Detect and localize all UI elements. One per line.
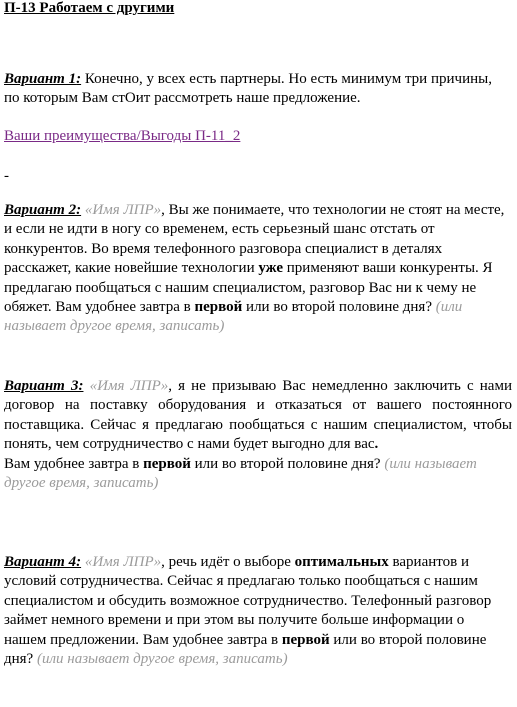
variant-4-paragraph xyxy=(4,553,509,669)
variant-4-name: «Имя ЛПР» xyxy=(81,554,162,570)
variant-3-text-2: Вам удобнее завтра в xyxy=(4,455,144,472)
variant-3-paragraph xyxy=(4,377,512,493)
variant-4-text-3: или во второй половине дня? xyxy=(4,631,487,668)
variant-4-text-2: вариантов и условий сотрудничества. Сейчас я предлагаю только пообщаться с нашим специалистом и обсудить возможное сотрудничество. Телефонный разговор займет немного времени и при этом вы получите больше информации о нашем предложении. Вам удобнее завтра в xyxy=(4,554,492,648)
variant-4-bold-1: оптимальных xyxy=(294,554,389,570)
variant-2-bold-2: первой xyxy=(194,299,243,316)
variant-2-text-2: применяют ваши конкуренты. Я предлагаю пообщаться с нашим специалистом, разговор Вас ни к чему не обяжет. Вам удобнее завтра в xyxy=(4,260,493,316)
benefits-link[interactable]: Ваши преимущества/Выгоды П-11_2 xyxy=(4,128,241,144)
variant-1-text: Конечно, у всех есть партнеры. Но есть минимум три причины, по которым Вам стОит рассмотреть наше предложение. xyxy=(4,71,492,107)
variant-4-text-1: , речь идёт о выборе xyxy=(161,554,295,570)
variant-1-colon: : xyxy=(76,71,82,87)
variant-2-note: (или называет другое время, записать) xyxy=(4,299,463,335)
variant-4-label: Вариант 4: xyxy=(4,554,82,570)
page-title: П-13 Работаем с другими xyxy=(4,0,175,16)
variant-2-text-3: или во второй половине дня? xyxy=(242,299,432,316)
variant-2-paragraph xyxy=(4,201,512,337)
variant-3-text-1: , я не призываю Вас немедленно заключить с нами договор на поставку оборудования и отказаться от вашего постоянного поставщика. Сейчас я предлагаю пообщаться с нашим специалистом, чтобы понять, чем сотрудничество с нами будет выгодно для вас xyxy=(4,378,512,453)
variant-1-label: Вариант 1 xyxy=(4,71,77,87)
variant-3-label: Вариант 3: xyxy=(4,378,84,394)
variant-2-text-1: , Вы же понимаете, что технологии не стоят на месте, и если не идти в ногу со временем, есть серьезный шанс отстать от конкурентов. Во время телефонного разговора специалист в деталях расскажет, какие новейшие технологии xyxy=(4,202,505,277)
dash-separator: - xyxy=(4,168,9,184)
variant-2-bold-1: уже xyxy=(258,260,284,277)
variant-3-dot: . xyxy=(374,436,379,453)
variant-2-name: «Имя ЛПР» xyxy=(81,202,162,218)
variant-3-note: (или называет другое время, записать) xyxy=(4,455,477,492)
variant-2-label: Вариант 2: xyxy=(4,202,82,218)
variant-3-text-3: или во второй половине дня? xyxy=(190,455,385,472)
variant-3-bold: первой xyxy=(143,455,191,472)
variant-4-note: (или называет другое время, записать) xyxy=(33,651,288,668)
variant-3-name: «Имя ЛПР» xyxy=(83,378,169,394)
variant-1-paragraph xyxy=(4,70,509,109)
variant-4-bold-2: первой xyxy=(281,631,330,648)
